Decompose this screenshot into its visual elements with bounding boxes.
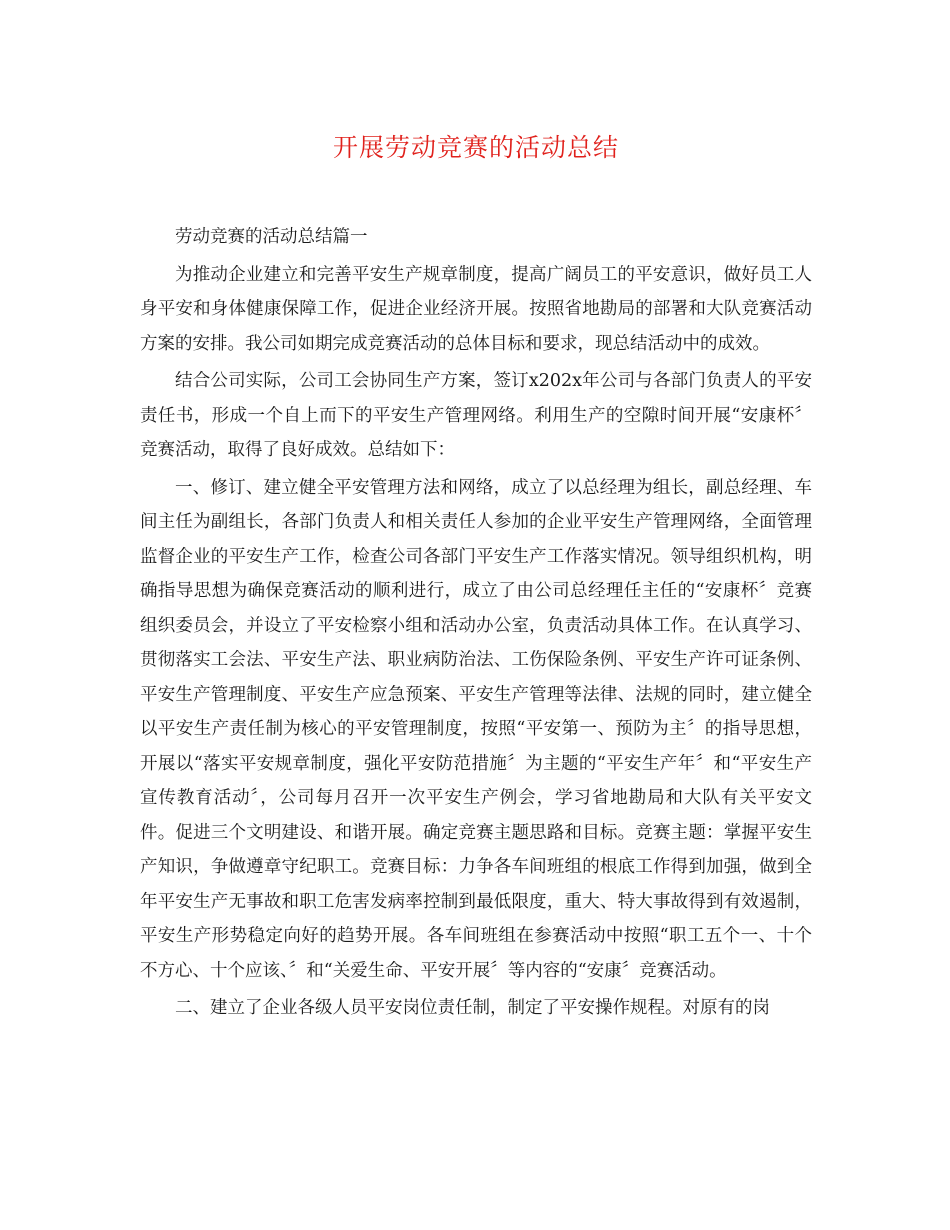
paragraph-section-one: 一、修订、建立健全平安管理方法和网络，成立了以总经理为组长，副总经理、车间主任为副组长，各部门负责人和相关责任人参加的企业平安生产管理网络，全面管理监督企业的平安生产工作，检查公司各部门平安生产工作落实情况。领导组织机构，明确指导思想为确保竞赛活动的顺利进行，成立了由公司总经理任主任的“安康杯〞竞赛组织委员会，并设立了平安检察小组和活动办公室，负责活动具体工作。在认真学习、贯彻落实工会法、平安生产法、职业病防治法、工伤保险条例、平安生产许可证条例、平安生产管理制度、平安生产应急预案、平安生产管理等法律、法规的同时，建立健全以平安生产责任制为核心的平安管理制度，按照“平安第一、预防为主〞的指导思想，开展以“落实平安规章制度，强化平安防范措施〞为主题的“平安生产年〞和“平安生产宣传教育活动〞，公司每月召开一次平安生产例会，学习省地勘局和大队有关平安文件。促进三个文明建设、和谐开展。确定竞赛主题思路和目标。竞赛主题：掌握平安生产知识，争做遵章守纪职工。竞赛目标：力争各车间班组的根底工作得到加强，做到全年平安生产无事故和职工危害发病率控制到最低限度，重大、特大事故得到有效遏制，平安生产形势稳定向好的趋势开展。各车间班组在参赛活动中按照“职工五个一、十个不方心、十个应该、〞和“关爱生命、平安开展〞等内容的“安康〞竞赛活动。 — [140, 477, 812, 981]
paragraph-intro: 为推动企业建立和完善平安生产规章制度，提高广阔员工的平安意识，做好员工人身平安和身体健康保障工作，促进企业经济开展。按照省地勘局的部署和大队竞赛活动方案的安排。我公司如期完成竞赛活动的总体目标和要求，现总结活动中的成效。 — [140, 264, 812, 354]
section-heading: 劳动竞赛的活动总结篇一 — [175, 227, 368, 247]
paragraph-section-two: 二、建立了企业各级人员平安岗位责任制，制定了平安操作规程。对原有的岗 — [175, 998, 770, 1018]
document-title: 开展劳动竞赛的活动总结 — [332, 133, 619, 162]
paragraph-context: 结合公司实际，公司工会协同生产方案，签订x202x年公司与各部门负责人的平安责任书，形成一个自上而下的平安生产管理网络。利用生产的空隙时间开展“安康杯〞竞赛活动，取得了良好成效。总结如下： — [140, 371, 812, 460]
